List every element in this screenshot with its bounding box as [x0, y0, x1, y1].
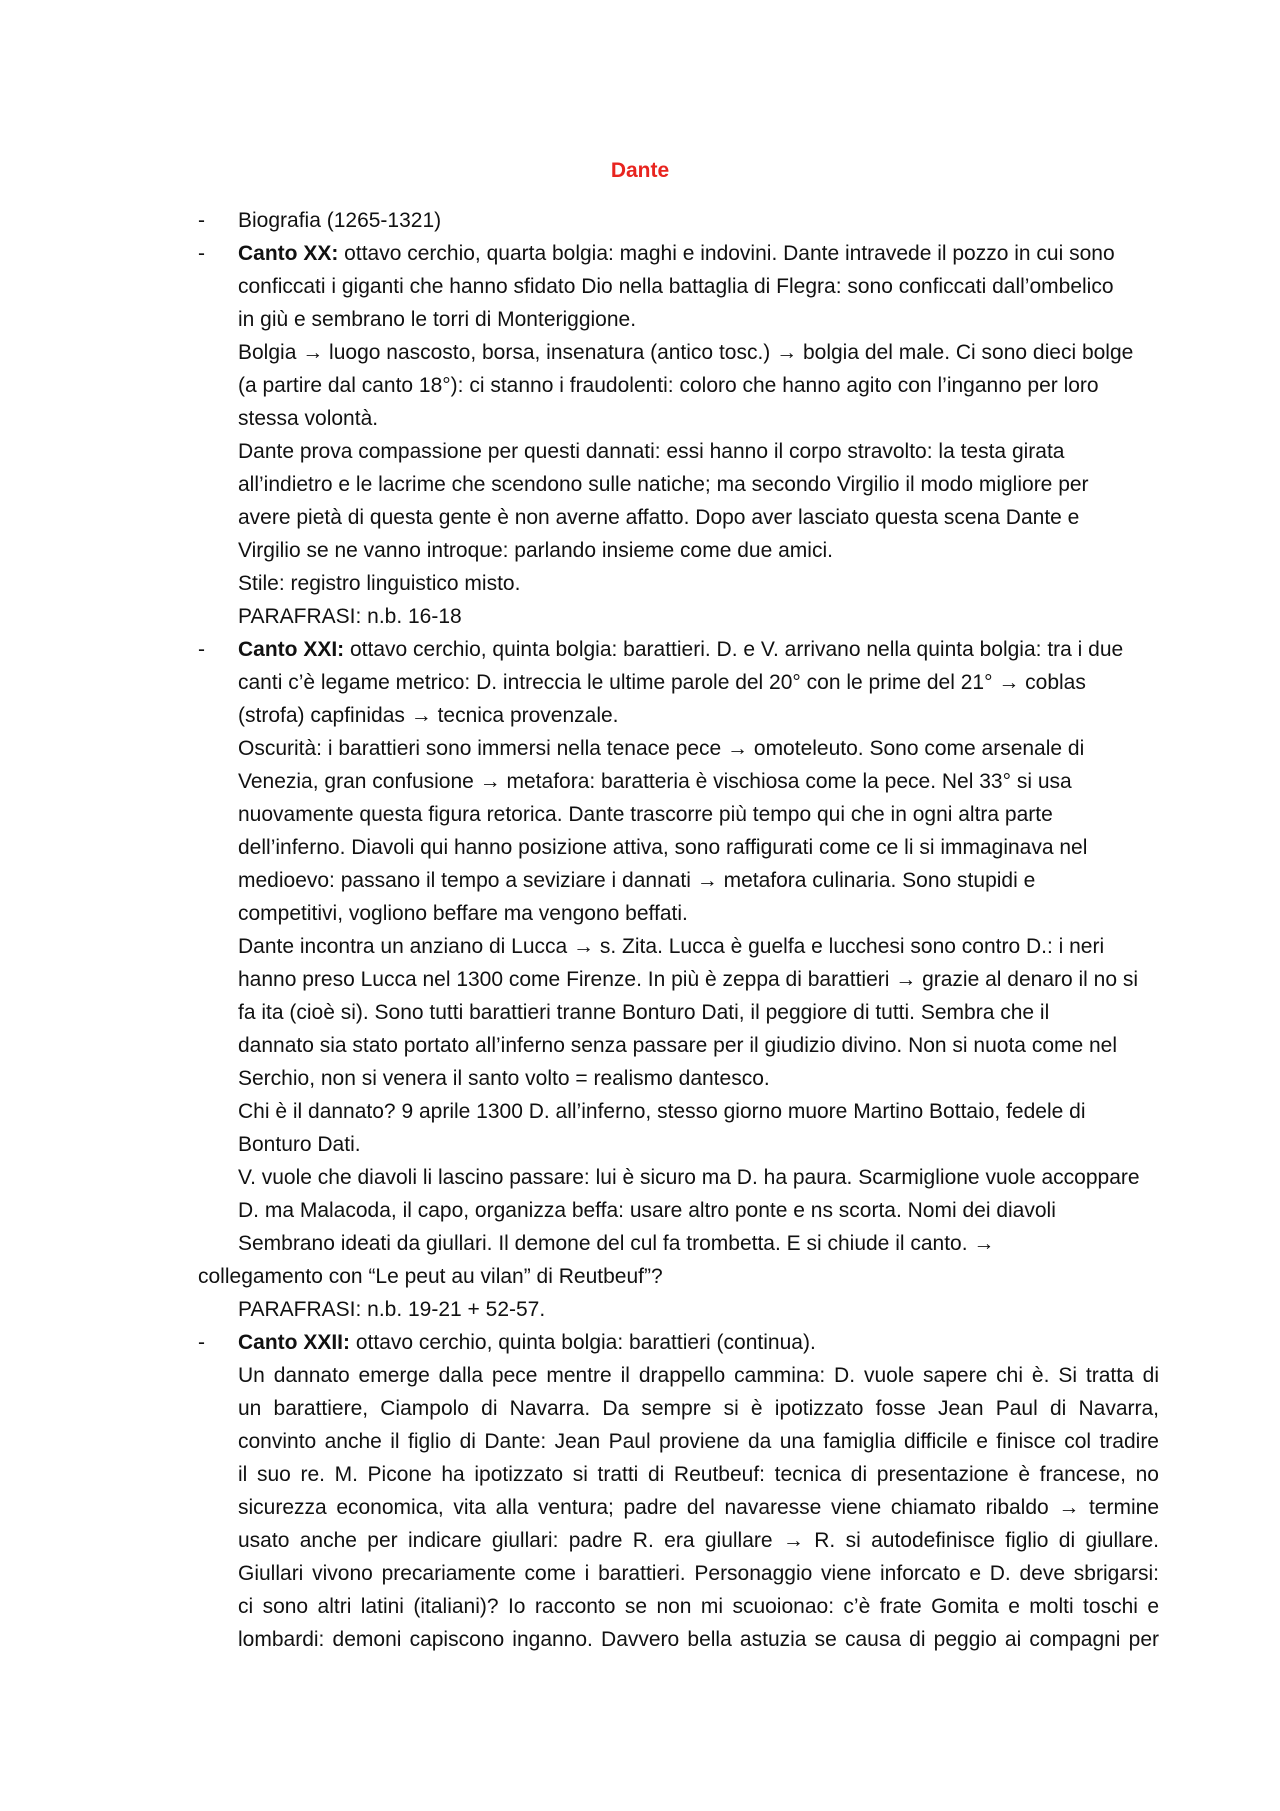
page-title: Dante	[610, 159, 670, 182]
line-text: Sembrano ideati da giullari. Il demone del cul fa trombetta. E si chiude il canto. →	[238, 1232, 995, 1255]
line-text: competitivi, vogliono beffare ma vengono beffati.	[238, 902, 688, 925]
line-text: Oscurità: i barattieri sono immersi nella tenace pece → omoteleuto. Sono come arsenale di	[238, 737, 1085, 760]
list-bullet: -	[198, 1331, 205, 1354]
text-line	[238, 270, 1114, 303]
text-line	[238, 468, 1089, 501]
list-bullet: -	[198, 638, 205, 661]
line-text: nuovamente questa figura retorica. Dante trascorre più tempo qui che in ogni altra parte	[238, 803, 1053, 826]
text-line	[238, 897, 688, 930]
text-line	[238, 1458, 1159, 1491]
text-line	[238, 1227, 994, 1260]
canto-heading: Canto XX:	[238, 242, 339, 265]
text-line	[238, 600, 462, 633]
text-line	[238, 1491, 1159, 1524]
text-line	[238, 831, 1087, 864]
text-line	[238, 402, 378, 435]
line-text: un barattiere, Ciampolo di Navarra. Da sempre si è ipotizzato fosse Jean Paul di Navarra,	[238, 1397, 1159, 1420]
line-text: conficcati i giganti che hanno sfidato Dio nella battaglia di Flegra: sono conficcati dall’ombelico	[238, 275, 1114, 298]
text-line	[238, 1623, 1159, 1656]
line-text: Bonturo Dati.	[238, 1133, 361, 1156]
line-text: canti c’è legame metrico: D. intreccia le ultime parole del 20° con le prime del 21° → coblas	[238, 671, 1086, 694]
line-text: Serchio, non si venera il santo volto = realismo dantesco.	[238, 1067, 770, 1090]
text-line	[238, 237, 1115, 270]
line-text: (strofa) capfinidas → tecnica provenzale.	[238, 704, 619, 727]
line-text: collegamento con “Le peut au vilan” di Reutbeuf”?	[198, 1265, 663, 1288]
text-line	[238, 336, 1133, 369]
text-line	[238, 765, 1072, 798]
text-line	[238, 1590, 1159, 1623]
text-line	[238, 1392, 1159, 1425]
line-text: Giullari vivono precariamente come i barattieri. Personaggio viene inforcato e D. deve sbrigarsi:	[238, 1562, 1159, 1585]
line-text: Chi è il dannato? 9 aprile 1300 D. all’inferno, stesso giorno muore Martino Bottaio, fedele di	[238, 1100, 1086, 1123]
line-text: il suo re. M. Picone ha ipotizzato si tratti di Reutbeuf: tecnica di presentazione è francese, no	[238, 1463, 1159, 1486]
text-line	[238, 1128, 361, 1161]
text-line	[238, 1524, 1159, 1557]
line-text: all’indietro e le lacrime che scendono sulle natiche; ma secondo Virgilio il modo migliore per	[238, 473, 1089, 496]
text-line	[238, 303, 636, 336]
line-text: avere pietà di questa gente è non averne affatto. Dopo aver lasciato questa scena Dante e	[238, 506, 1080, 529]
line-text: D. ma Malacoda, il capo, organizza beffa: usare altro ponte e ns scorta. Nomi dei diavoli	[238, 1199, 1056, 1222]
line-text: Biografia (1265-1321)	[238, 209, 442, 232]
line-text: hanno preso Lucca nel 1300 come Firenze. In più è zeppa di barattieri → grazie al denaro il no si	[238, 968, 1139, 991]
line-text: V. vuole che diavoli li lascino passare: lui è sicuro ma D. ha paura. Scarmiglione vuole accoppare	[238, 1166, 1140, 1189]
text-line	[238, 996, 1049, 1029]
text-line	[238, 1062, 770, 1095]
text-line	[238, 1359, 1159, 1392]
line-text: medioevo: passano il tempo a seviziare i dannati → metafora culinaria. Sono stupidi e	[238, 869, 1036, 892]
line-text: ottavo cerchio, quinta bolgia: barattieri. D. e V. arrivano nella quinta bolgia: tra i due	[344, 638, 1124, 661]
line-text: PARAFRASI: n.b. 19-21 + 52-57.	[238, 1298, 546, 1321]
text-line	[238, 204, 441, 237]
text-line	[238, 567, 520, 600]
text-line	[238, 501, 1079, 534]
text-line	[238, 1095, 1086, 1128]
line-text: convinto anche il figlio di Dante: Jean Paul proviene da una famiglia difficile e finisce col tradire	[238, 1430, 1159, 1453]
text-line	[238, 930, 1104, 963]
text-line	[238, 369, 1099, 402]
line-text: ci sono altri latini (italiani)? Io racconto se non mi scuoionao: c’è frate Gomita e molti toschi e	[238, 1595, 1159, 1618]
text-line	[238, 699, 619, 732]
line-text: Un dannato emerge dalla pece mentre il drappello cammina: D. vuole sapere chi è. Si tratta di	[238, 1364, 1159, 1387]
text-line	[238, 1557, 1159, 1590]
line-text: ottavo cerchio, quarta bolgia: maghi e indovini. Dante intravede il pozzo in cui sono	[338, 242, 1115, 265]
line-text: dell’inferno. Diavoli qui hanno posizione attiva, sono raffigurati come ce li si immaginava nel	[238, 836, 1088, 859]
line-text: Venezia, gran confusione → metafora: baratteria è vischiosa come la pece. Nel 33° si usa	[238, 770, 1072, 793]
text-line	[238, 798, 1053, 831]
line-text: dannato sia stato portato all’inferno senza passare per il giudizio divino. Non si nuota come nel	[238, 1034, 1118, 1057]
line-text: sicurezza economica, vita alla ventura; padre del navaresse viene chiamato ribaldo → termine	[238, 1496, 1159, 1519]
line-text: PARAFRASI: n.b. 16-18	[238, 605, 462, 628]
text-line	[238, 633, 1123, 666]
line-text: Dante prova compassione per questi dannati: essi hanno il corpo stravolto: la testa girata	[238, 440, 1065, 463]
text-line	[238, 732, 1084, 765]
line-text: stessa volontà.	[238, 407, 379, 430]
text-line	[238, 666, 1086, 699]
list-bullet: -	[198, 209, 205, 232]
text-line	[238, 1194, 1056, 1227]
text-line	[238, 435, 1064, 468]
text-line	[238, 1029, 1117, 1062]
line-text: ottavo cerchio, quinta bolgia: barattieri (continua).	[350, 1331, 816, 1354]
text-line	[198, 1260, 663, 1293]
text-line	[238, 963, 1138, 996]
line-text: (a partire dal canto 18°): ci stanno i fraudolenti: coloro che hanno agito con l’inganno per loro	[238, 374, 1099, 397]
canto-heading: Canto XXII:	[238, 1331, 351, 1354]
text-line	[238, 1161, 1140, 1194]
canto-heading: Canto XXI:	[238, 638, 345, 661]
line-text: fa ita (cioè si). Sono tutti barattieri tranne Bonturo Dati, il peggiore di tutti. Sembra che il	[238, 1001, 1050, 1024]
text-line	[238, 1326, 816, 1359]
line-text: Dante incontra un anziano di Lucca → s. Zita. Lucca è guelfa e lucchesi sono contro D.: i neri	[238, 935, 1105, 958]
text-line	[238, 864, 1035, 897]
line-text: Stile: registro linguistico misto.	[238, 572, 521, 595]
line-text: Virgilio se ne vanno introque: parlando insieme come due amici.	[238, 539, 833, 562]
line-text: lombardi: demoni capiscono inganno. Davvero bella astuzia se causa di peggio ai compagni per	[238, 1628, 1159, 1651]
list-bullet: -	[198, 242, 205, 265]
text-line	[238, 534, 833, 567]
line-text: in giù e sembrano le torri di Monteriggione.	[238, 308, 637, 331]
text-line	[238, 1425, 1159, 1458]
line-text: usato anche per indicare giullari: padre R. era giullare → R. si autodefinisce figlio di giullare.	[238, 1529, 1159, 1552]
line-text: Bolgia → luogo nascosto, borsa, insenatura (antico tosc.) → bolgia del male. Ci sono dieci bolge	[238, 341, 1134, 364]
text-line	[238, 1293, 545, 1326]
